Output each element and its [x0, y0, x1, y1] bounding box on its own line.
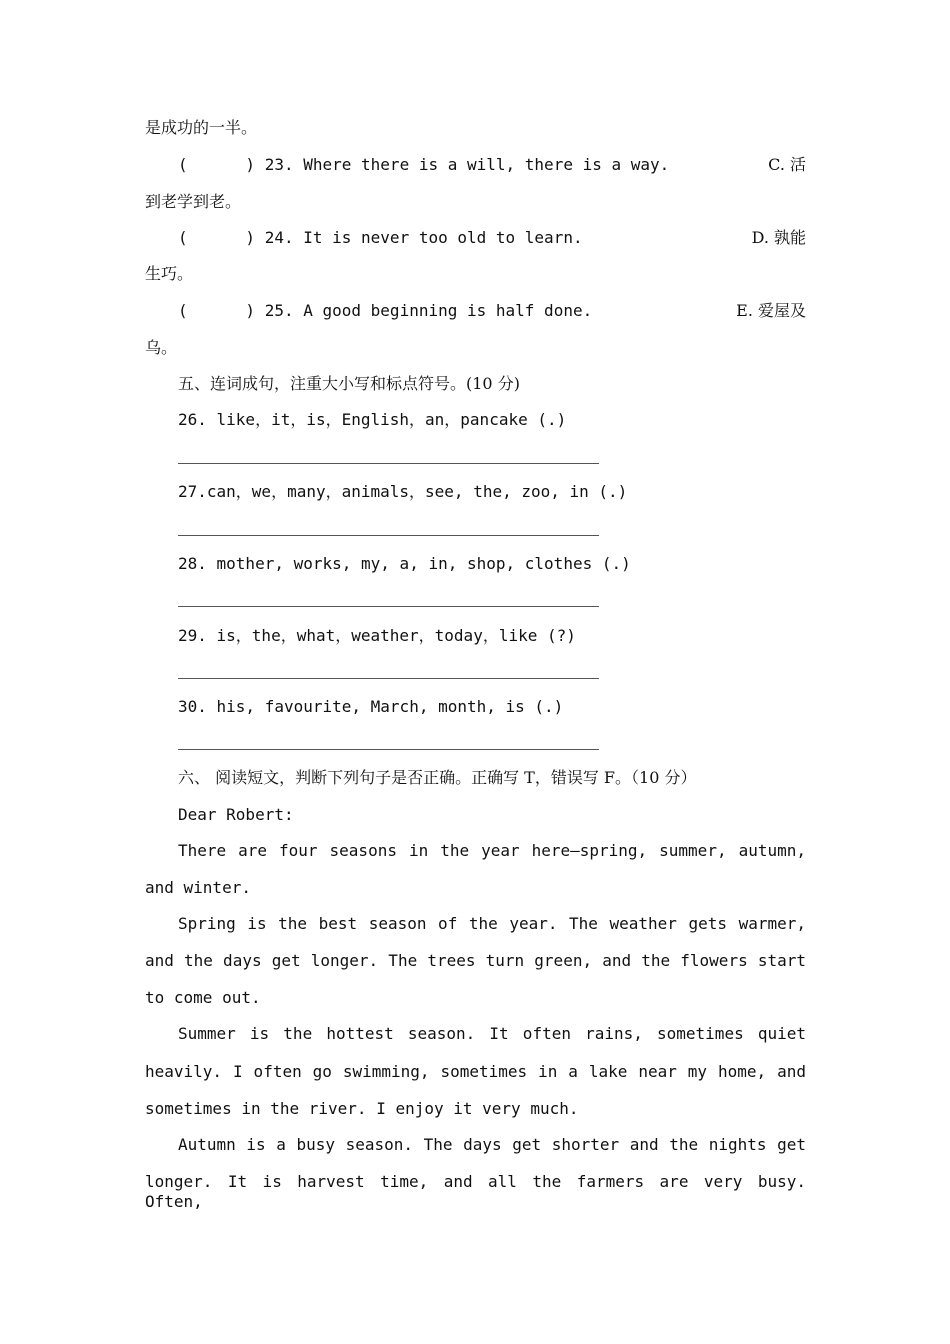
passage-line: Spring is the best season of the year. The weather gets warmer, — [178, 914, 806, 933]
proverb-text: 23. Where there is a will, there is a way. — [264, 155, 670, 174]
proverb-text: 24. It is never too old to learn. — [264, 228, 583, 247]
passage-line: There are four seasons in the year here—spring, summer, autumn, — [178, 841, 806, 860]
answer-line-30[interactable] — [178, 749, 599, 750]
passage-line: and winter. — [145, 878, 251, 897]
answer-bracket[interactable]: ( ) — [178, 301, 256, 320]
question-28: 28. mother, works, my, a, in, shop, clothes (.) — [178, 554, 631, 573]
passage-line: Autumn is a busy season. The days get shorter and the nights get — [178, 1135, 806, 1154]
passage-line: heavily. I often go swimming, sometimes in a lake near my home, and — [145, 1062, 806, 1081]
answer-line-29[interactable] — [178, 678, 599, 679]
passage-line: Summer is the hottest season. It often rains, sometimes quiet — [178, 1024, 806, 1043]
matching-item-23 — [178, 155, 806, 175]
answer-line-28[interactable] — [178, 606, 599, 607]
question-27: 27.can，we，many，animals，see, the, zoo, in (.) — [178, 482, 628, 501]
section6-heading: 六、 阅读短文，判断下列句子是否正确。正确写 T，错误写 F。（10 分） — [178, 768, 697, 787]
question-29: 29. is，the，what，weather，today，like (?) — [178, 626, 576, 645]
question-26: 26. like，it，is，English，an，pancake (.) — [178, 410, 567, 429]
option-continuation: 生巧。 — [145, 264, 194, 283]
answer-line-26[interactable] — [178, 463, 599, 464]
option-continuation: 到老学到老。 — [145, 192, 242, 211]
matching-option: D. 孰能 — [751, 228, 806, 247]
answer-line-27[interactable] — [178, 535, 599, 536]
letter-greeting: Dear Robert: — [178, 805, 294, 824]
passage-line: and the days get longer. The trees turn green, and the flowers start — [145, 951, 806, 970]
proverb-text: 25. A good beginning is half done. — [264, 301, 593, 320]
option-continuation: 乌。 — [145, 338, 178, 357]
answer-bracket[interactable]: ( ) — [178, 155, 256, 174]
passage-line: longer. It is harvest time, and all the farmers are very busy. Often, — [145, 1172, 806, 1211]
answer-bracket[interactable]: ( ) — [178, 228, 256, 247]
matching-option: C. 活 — [768, 155, 806, 174]
matching-top-continuation: 是成功的一半。 — [145, 118, 258, 137]
question-30: 30. his, favourite, March, month, is (.) — [178, 697, 564, 716]
passage-line: to come out. — [145, 988, 261, 1007]
matching-item-25 — [178, 301, 806, 321]
section5-heading: 五、连词成句，注重大小写和标点符号。(10 分) — [178, 374, 520, 393]
matching-option: E. 爱屋及 — [736, 301, 806, 320]
matching-item-24 — [178, 228, 806, 248]
passage-line: sometimes in the river. I enjoy it very much. — [145, 1099, 579, 1118]
